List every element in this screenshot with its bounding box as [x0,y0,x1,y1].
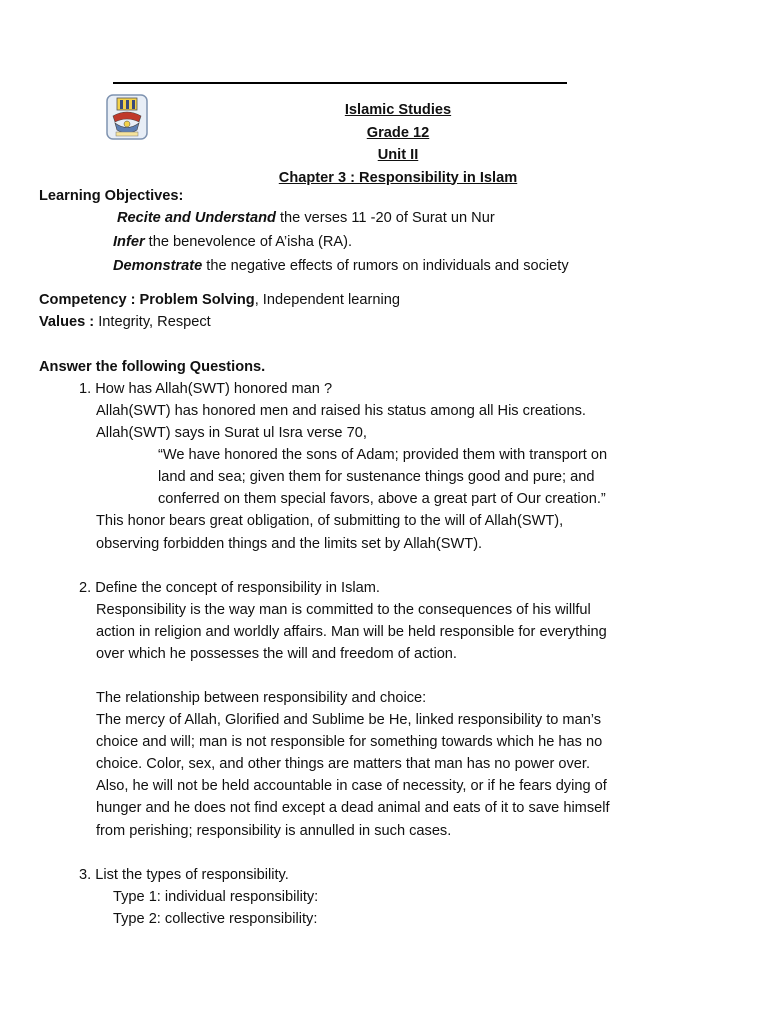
question-1: 1. How has Allah(SWT) honored man ? [79,381,333,397]
relationship-line: choice. Color, sex, and other things are matters that man has no power over. [96,756,591,772]
subject-title: Islamic Studies [344,102,452,118]
answer-1-after-line: This honor bears great obligation, of submitting to the will of Allah(SWT), [96,513,564,529]
objective-1-text: the verses 11 -20 of Surat un Nur [275,210,495,226]
objective-3-text: the negative effects of rumors on individuals and society [202,258,569,274]
objective-2-verb: Infer [113,234,145,250]
relationship-line: The relationship between responsibility and choice: [96,690,427,706]
questions-heading: Answer the following Questions. [39,359,266,375]
chapter-title: Chapter 3 : Responsibility in Islam [278,169,518,186]
values-text: Integrity, Respect [94,314,211,330]
answer-2-line: over which he possesses the will and freedom of action. [96,646,457,662]
objective-1-verb: Recite and Understand [117,210,276,226]
quote-line: land and sea; given them for sustenance things good and pure; and [158,469,595,485]
question-3: 3. List the types of responsibility. [79,867,289,883]
objective-2-text: the benevolence of A’isha (RA). [144,234,353,250]
objective-2 [113,232,352,252]
objective-3 [113,256,569,276]
relationship-line: hunger and he does not find except a dead animal and eats of it to save himself [96,800,610,816]
objectives-heading: Learning Objectives: [39,188,184,204]
school-crest-logo [106,94,148,140]
objective-1 [117,208,495,228]
question-2: 2. Define the concept of responsibility in Islam. [79,580,380,596]
quote-line: conferred on them special favors, above a great part of Our creation.” [158,491,606,507]
values-line [39,312,211,332]
answer-1-after-line: observing forbidden things and the limits set by Allah(SWT). [96,536,483,552]
relationship-line: Also, he will not be held accountable in case of necessity, or if he fears dying of [96,778,607,794]
answer-2-line: action in religion and worldly affairs. Man will be held responsible for everything [96,624,607,640]
competency-text: , Independent learning [254,292,400,308]
unit-title: Unit II [377,147,419,163]
responsibility-type: Type 1: individual responsibility: [113,889,319,905]
document-title-block [250,99,546,189]
relationship-line: The mercy of Allah, Glorified and Sublime be He, linked responsibility to man’s [96,712,602,728]
competency-line [39,290,400,310]
objective-3-verb: Demonstrate [113,258,203,274]
quote-line: “We have honored the sons of Adam; provided them with transport on [158,447,608,463]
grade-title: Grade 12 [366,124,430,141]
answer-1-line: Allah(SWT) has honored men and raised his status among all His creations. [96,403,586,419]
competency-label: Competency : Problem Solving [39,292,255,308]
answer-1-line: Allah(SWT) says in Surat ul Isra verse 70, [96,425,367,441]
responsibility-type: Type 2: collective responsibility: [113,911,318,927]
answer-2-line: Responsibility is the way man is committed to the consequences of his willful [96,602,591,618]
relationship-line: choice and will; man is not responsible for something towards which he has no [96,734,603,750]
values-label: Values : [39,314,95,330]
top-rule [113,82,567,84]
relationship-line: from perishing; responsibility is annulled in such cases. [96,823,452,839]
